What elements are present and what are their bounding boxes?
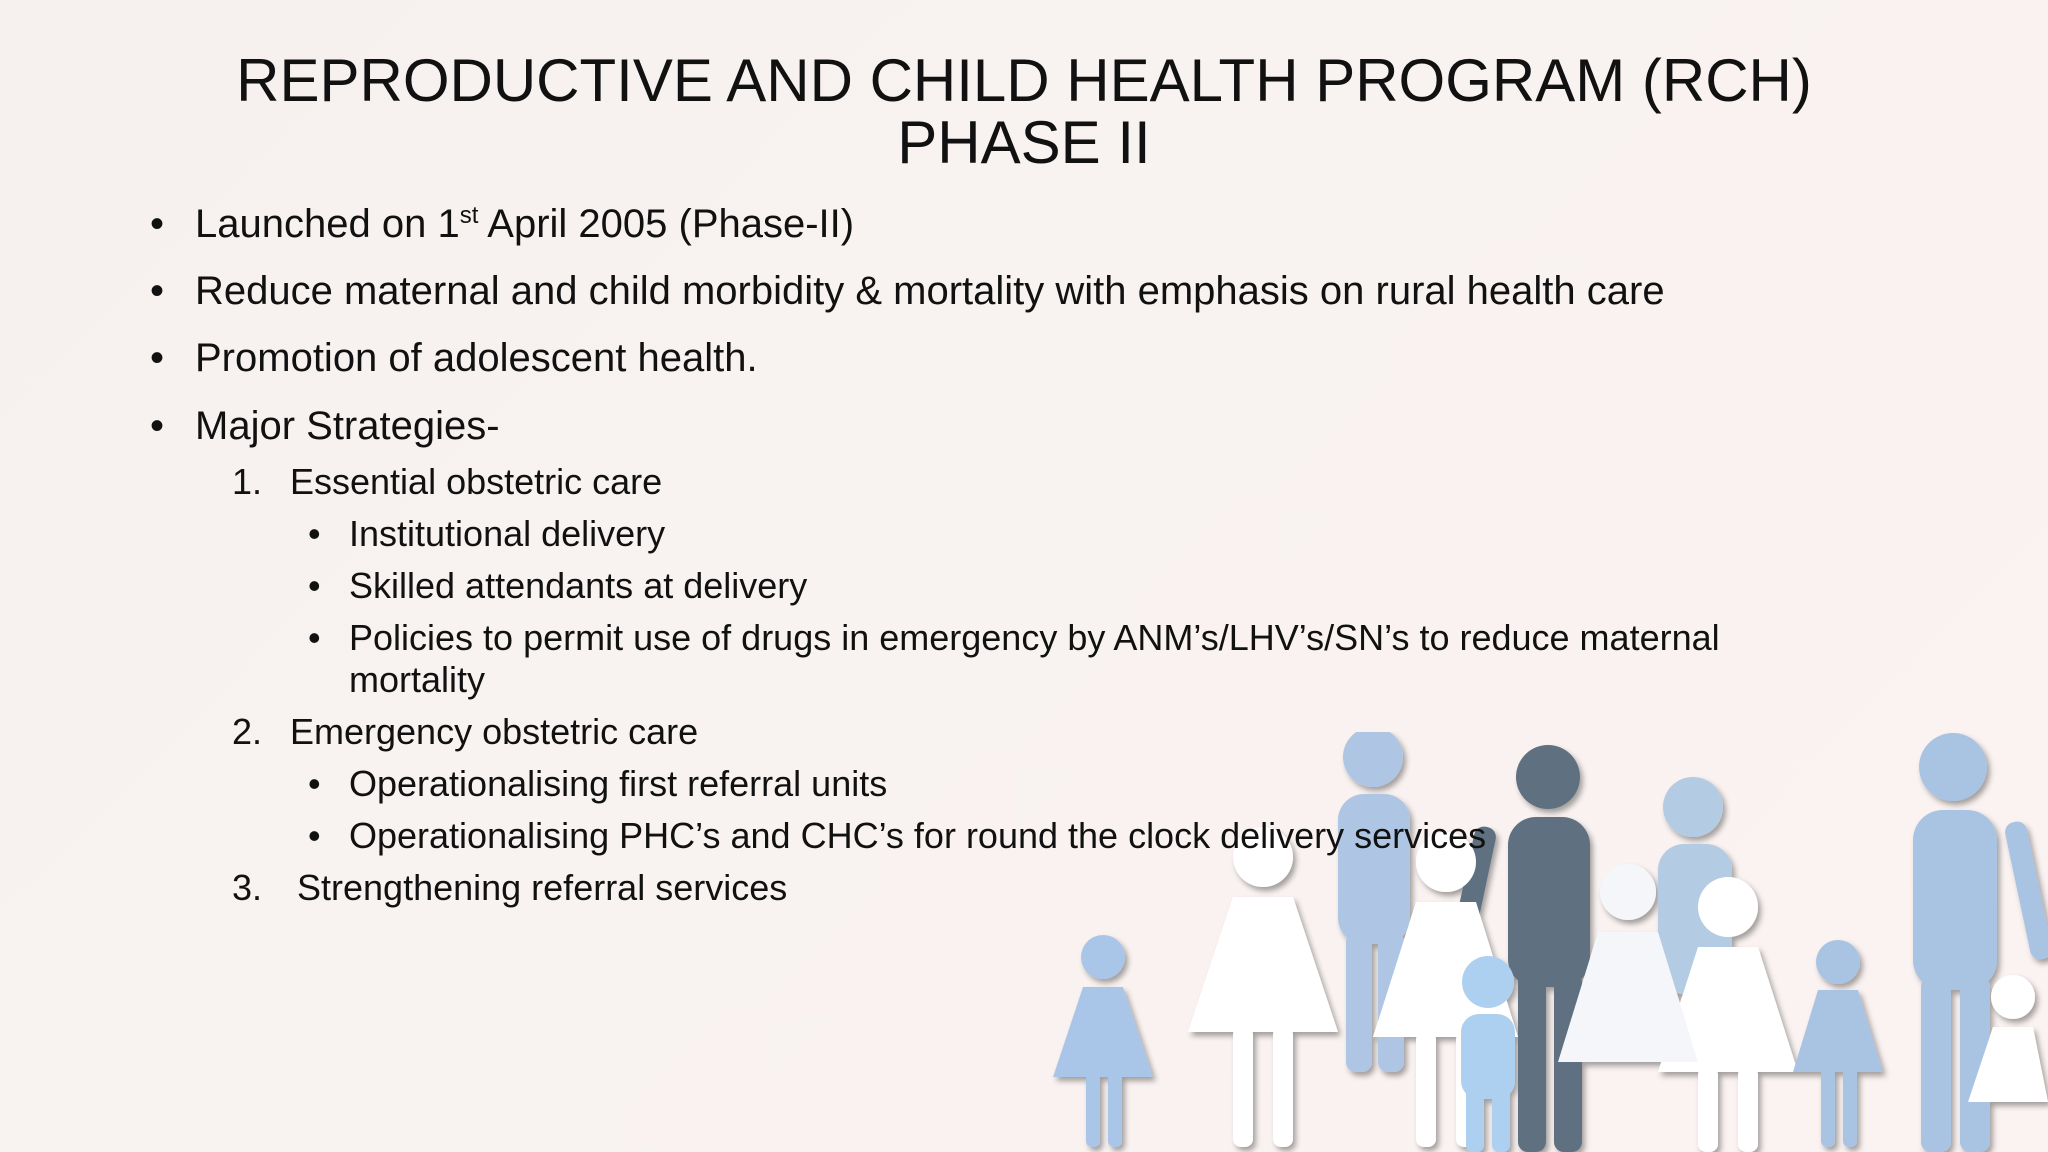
strategy-label: Strengthening referral services [297,867,788,908]
slide-title [0,47,2048,176]
bullet-dot: • [308,617,321,658]
bullet-text: Major Strategies- [195,404,500,448]
bullet-text: Reduce maternal and child morbidity & mortality with emphasis on rural health care [195,269,1665,313]
title-line-2: PHASE II [897,109,1151,176]
bullet-dot: • [308,815,321,856]
figure-woman-1 [1188,827,1338,1147]
title-line-1: REPRODUCTIVE AND CHILD HEALTH PROGRAM (RCH) [236,47,1812,114]
bullet-dot: • [308,513,321,554]
figure-child-center [1461,956,1515,1152]
bullet-dot: • [150,202,165,246]
figure-child-right [1793,940,1883,1147]
slide: REPRODUCTIVE AND CHILD HEALTH PROGRAM (RCH) PHASE II • Launched on 1st April 2005 (Phase-II) • Reduce maternal and child morbidity & mortality with emphasis on rural health care • Promotion of adolescent health. • Major Strategies- 1. Essential obstetric care • Institutional delivery • Skilled attendants at delivery • Policies to permit use of drugs in emergency by ANM’s/LHV’s/SN’s to reduce maternal mortality 2. Emergency obstetric care • Operationalising first referral units • Operationalising PHC’s and CHC’s for round the clock delivery services 3. Strengthening referral services [0,0,2048,1152]
bullet-dot: • [150,404,165,448]
family-figures-illustration [868,732,2048,1152]
bullet-text: Launched on 1st April 2005 (Phase-II) [195,202,855,246]
figure-child-left [1053,935,1153,1147]
bullet-dot: • [308,565,321,606]
strategy-label: Emergency obstetric care [290,711,699,752]
bullet-dot: • [150,269,165,313]
strategy-label: Essential obstetric care [290,461,663,502]
bullet-dot: • [308,763,321,804]
bullet-dot: • [150,336,165,380]
bullet-text: Promotion of adolescent health. [195,336,758,380]
